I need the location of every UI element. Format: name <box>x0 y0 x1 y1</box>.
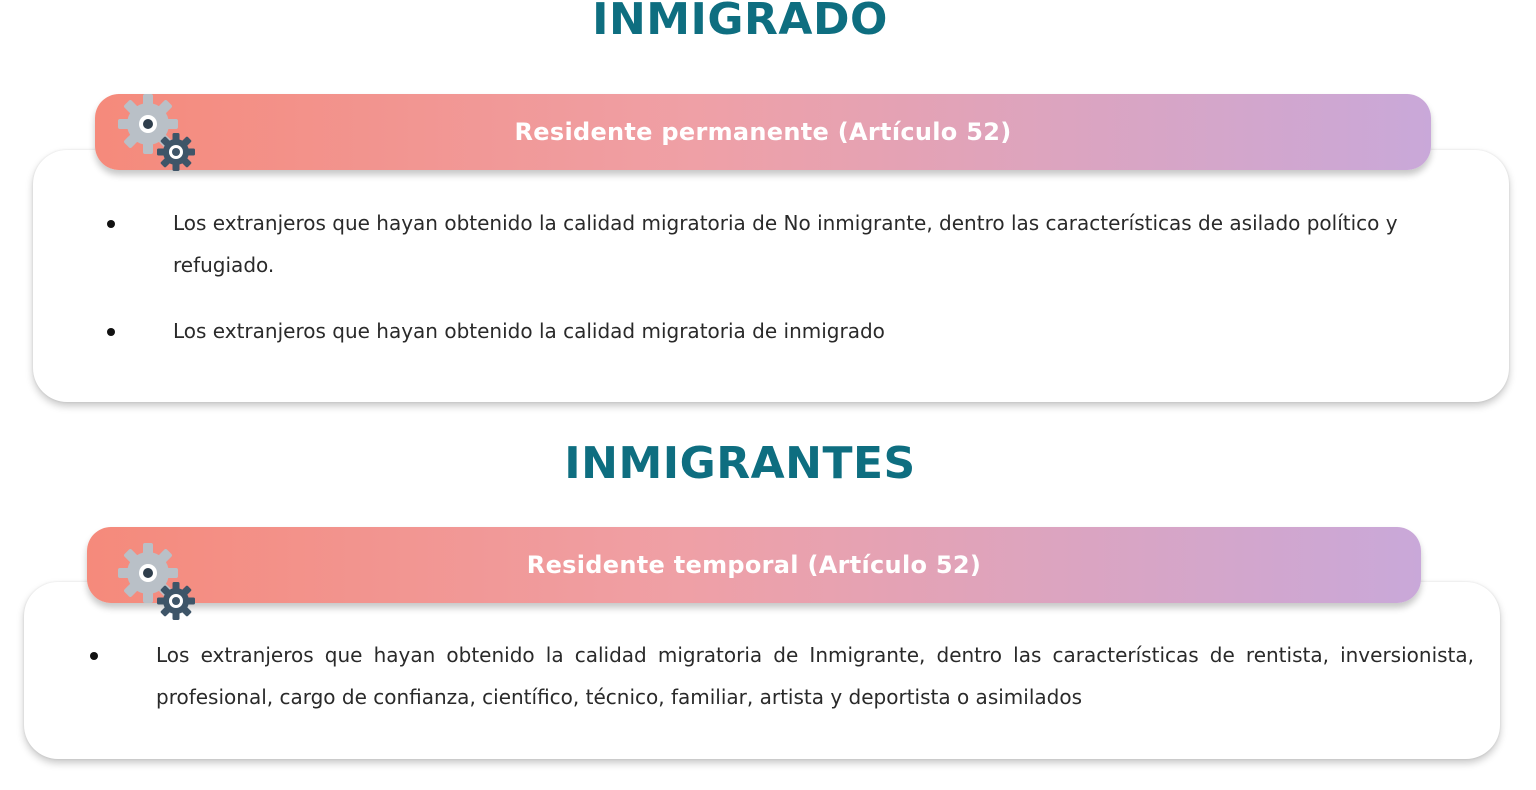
gears-icon <box>116 92 200 176</box>
banner-residente-permanente <box>95 94 1431 170</box>
list-item: Los extranjeros que hayan obtenido la calidad migratoria de Inmigrante, dentro las características de rentista, inversionista, profesional, cargo de confianza, científico, técnico, familiar, artista y deportista o asimilados <box>86 634 1474 718</box>
banner-residente-temporal <box>87 527 1421 603</box>
list-item: Los extranjeros que hayan obtenido la calidad migratoria de inmigrado <box>103 310 1475 352</box>
list-item: Los extranjeros que hayan obtenido la calidad migratoria de No inmigrante, dentro las características de asilado político y refugiado. <box>103 202 1475 286</box>
section-heading-inmigrado: INMIGRADO <box>592 0 888 45</box>
banner-title: Residente permanente (Artículo 52) <box>514 118 1012 146</box>
bullet-list <box>103 202 1475 376</box>
gears-icon <box>116 541 200 625</box>
section-heading-inmigrantes: INMIGRANTES <box>564 438 916 489</box>
content-card-inmigrantes <box>24 582 1500 759</box>
banner-title: Residente temporal (Artículo 52) <box>526 551 982 579</box>
content-card-inmigrado <box>33 150 1509 402</box>
bullet-list <box>86 634 1474 742</box>
